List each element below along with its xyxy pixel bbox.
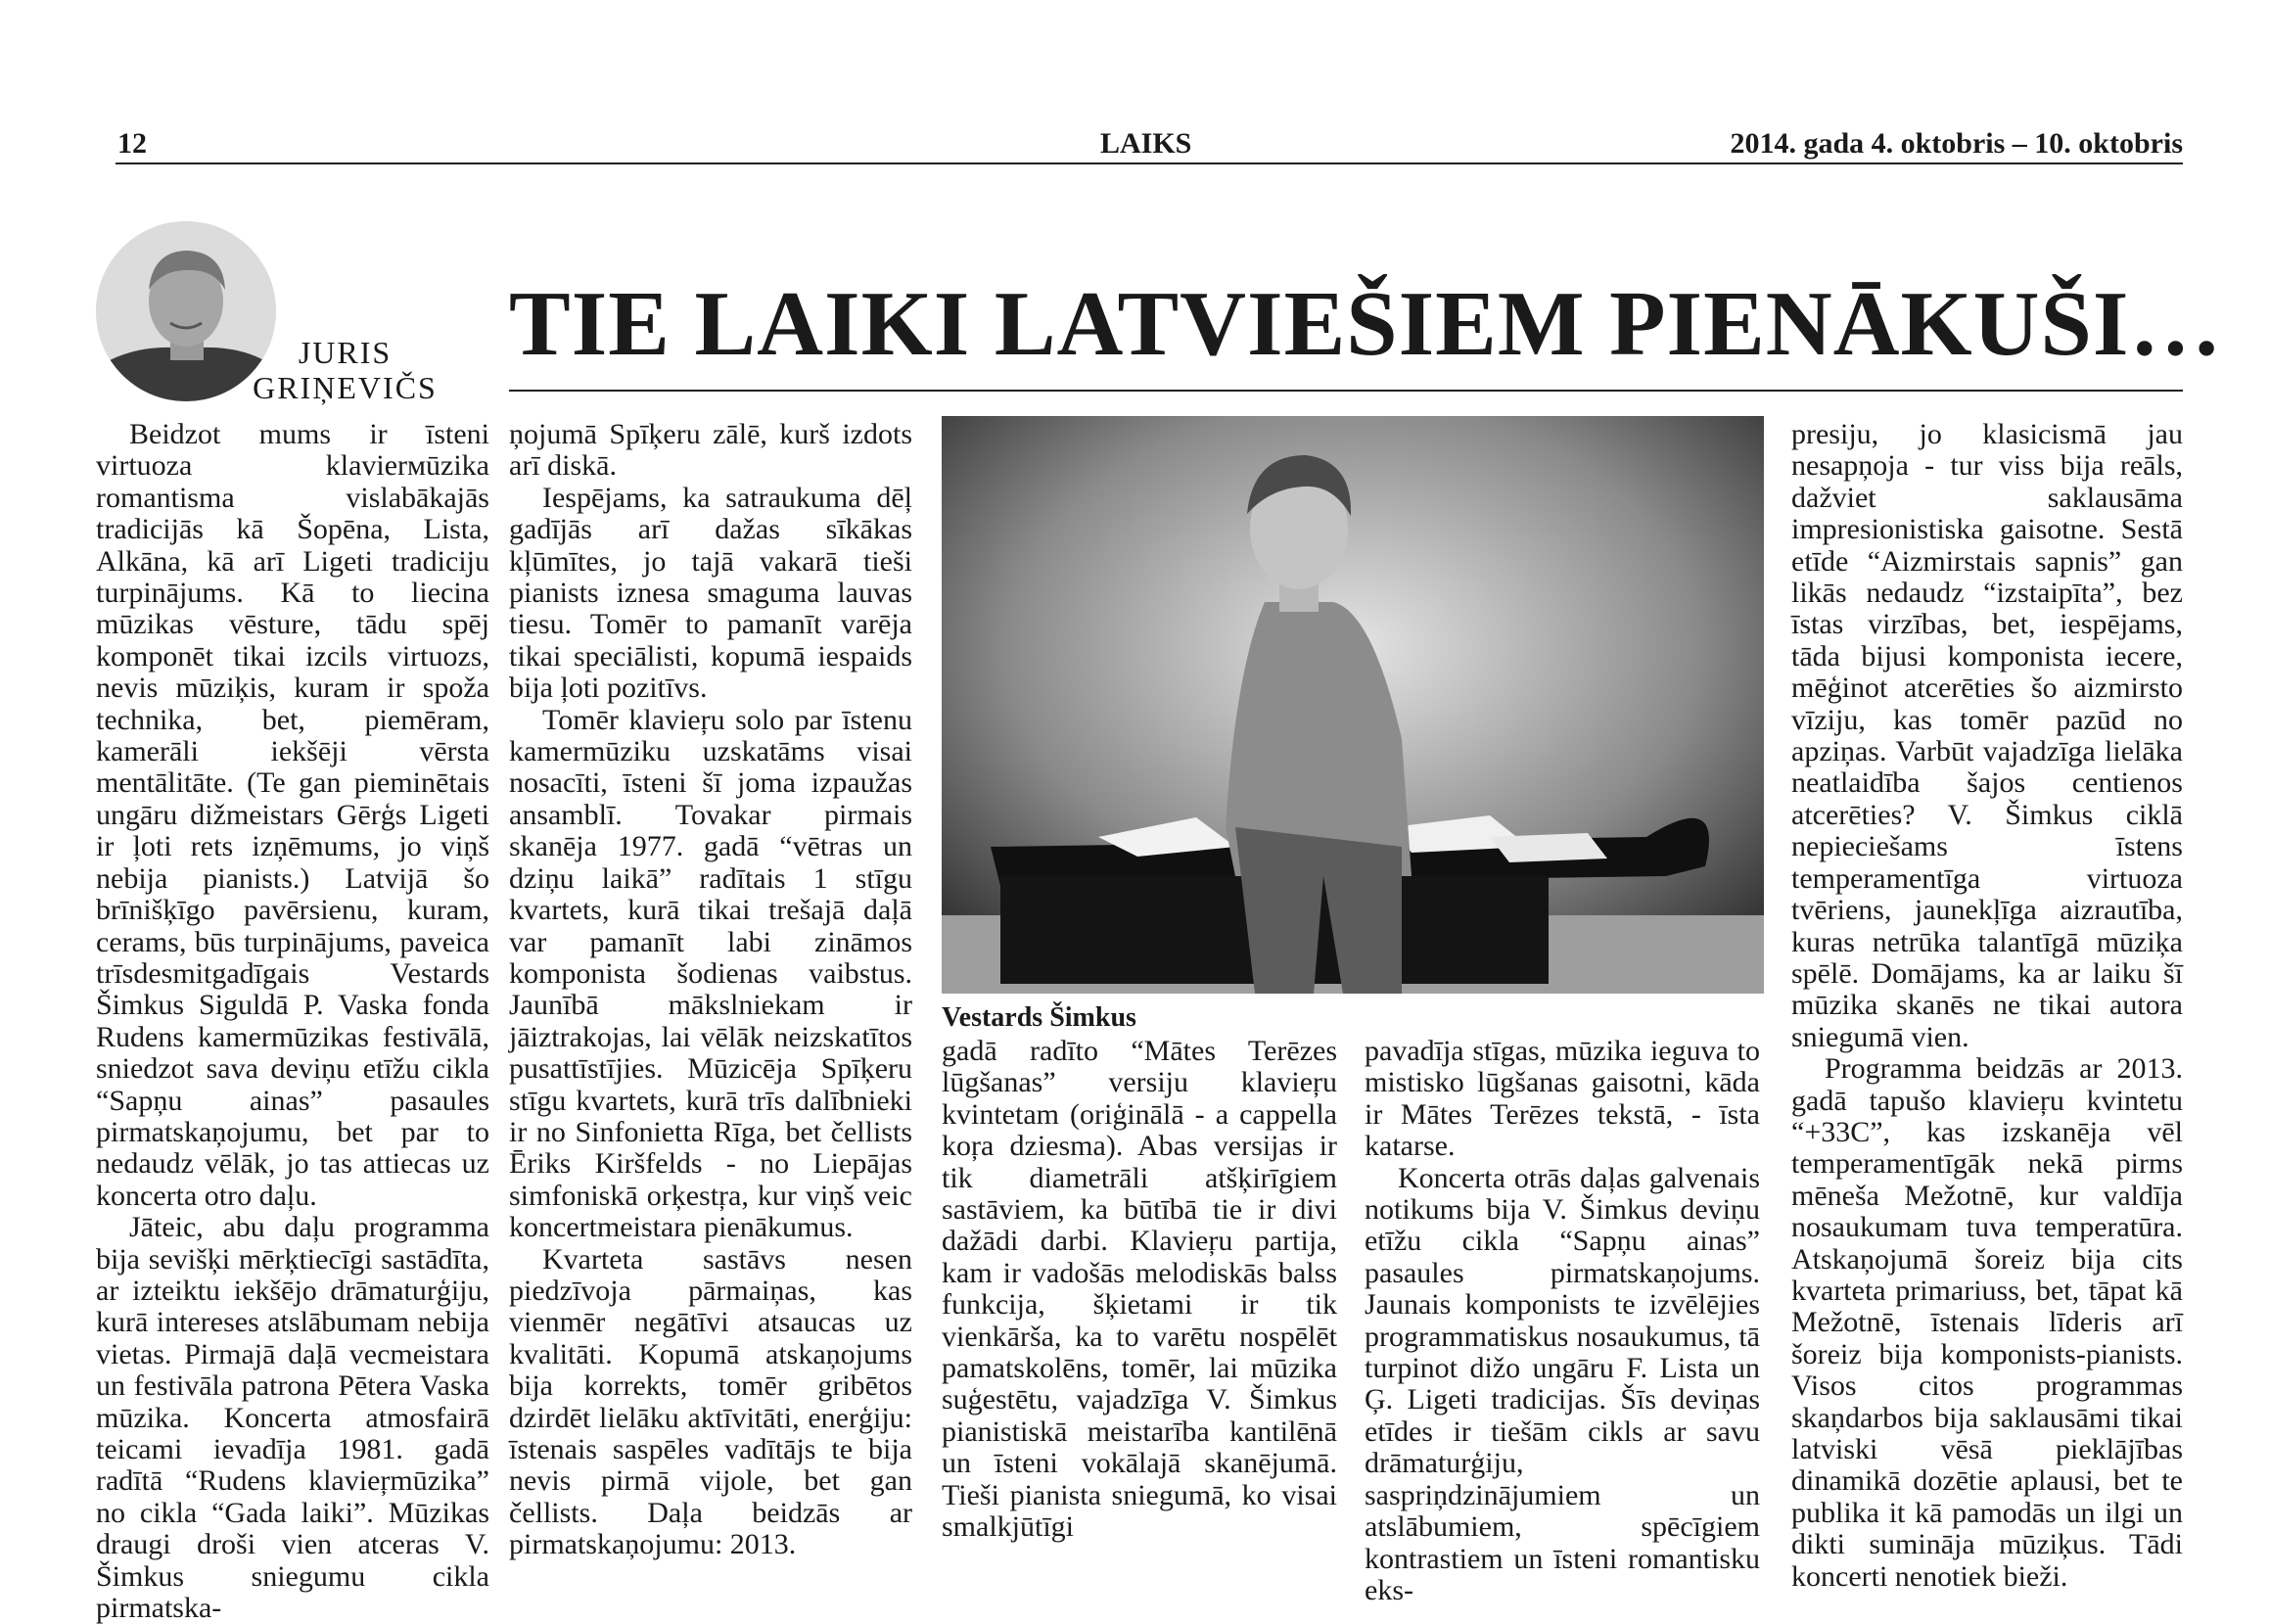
text-column-1 bbox=[96, 419, 489, 1624]
pianist-photo bbox=[942, 416, 1764, 994]
paragraph: Jāteic, abu daļu programma bija sevišķi mērķtiecīgi sastādīta, ar izteiktu iekšējo drāmaturģiju, kurā intereses atslābumam nebija vietas. Pirmajā daļā vecmeistara un festivāla patrona Pētera Vaska mūzika. Koncerta atmosfairā teicami ievadīja 1981. gadā radītā “Rudens klavieŗmūzika” no cikla “Gada laiki”. Mūzikas draugi droši vien atceras V. Šimkus sniegumu cikla pirmatska- bbox=[96, 1211, 489, 1624]
author-first-name: JURIS bbox=[298, 335, 393, 370]
header-rule bbox=[116, 162, 2183, 164]
author-last-name: GRIŅEVIČS bbox=[253, 370, 438, 405]
author-byline bbox=[245, 335, 445, 405]
paragraph: Iespējams, ka satraukuma dēļ gadījās arī dažas sīkākas kļūmītes, jo tajā vakarā tieši pianists iznesa smaguma lauvas tiesu. Tomēr to pamanīt varēja tikai speciālisti, kopumā iespaids bija ļoti pozitīvs. bbox=[509, 481, 912, 705]
paragraph: Tomēr klavieŗu solo par īstenu kamermūziku uzskatāms visai nosacīti, īsteni šī joma izpaužas ansamblī. Tovakar pirmais skanēja 1977. gadā “vētras un dziņu laikā” radītais 1 stīgu kvartets, kurā tikai trešajā daļā var pamanīt labi zināmos komponista šodienas vaibstus. Jaunībā mākslniekam ir jāiztrakojas, lai vēlāk neizskatītos pusattīstījies. Mūzicēja Spīķeru stīgu kvartets, kurā trīs dalībnieki ir no Sinfonietta Rīga, bet čellists Ēriks Kiršfelds - no Liepājas simfoniskā orķestŗa, kur viņš veic koncertmeistara pienākumus. bbox=[509, 703, 912, 1244]
paragraph: Beidzot mums ir īsteni virtuoza klavierмūzika romantisma vislabākajās tradicijās kā Šopēna, Lista, Alkāna, kā arī Ligeti tradiciju turpinājums. Kā to liecina mūzikas vēsture, tādu spēj komponēt tikai izcils virtuozs, nevis mūziķis, kuram ir spoža technika, bet, piemēram, kamerāli iekšēji vērsta mentālitāte. (Te gan pieminētais ungāru dižmeistars Gērģs Ligeti ir ļoti rets izņēmums, jo viņš nebija pianists.) Latvijā šo brīnišķīgo pavērsienu, kuram, cerams, būs turpinājums, paveica trīsdesmitgadīgais Vestards Šimkus Siguldā P. Vaska fonda Rudens kamermūzikas festivālā, sniedzot sava deviņu etīžu cikla “Sapņu ainas” pasaules pirmatskaņojumu, bet par to nedaudz vēlāk, jo tas attiecas uz koncerta otro daļu. bbox=[96, 418, 489, 1212]
publication-name: LAIKS bbox=[1100, 127, 1192, 160]
issue-date: 2014. gada 4. oktobris – 10. oktobris bbox=[1730, 127, 2183, 160]
text-column-5 bbox=[1791, 419, 2183, 1593]
article-headline: TIE LAIKI LATVIEŠIEM PIENĀKUŠI… bbox=[509, 273, 2223, 375]
paragraph: gadā radīto “Mātes Terēzes lūgšanas” versiju klavieŗu kvintetam (oriģinālā - a cappella koŗa dziesma). Abas versijas ir tik diametrāli atšķirīgiem sastāviem, ka būtībā tie ir divi dažādi darbi. Klavieŗu partija, kam ir vadošās melodiskās balss funkcija, šķietami ir tik vienkārša, ka to varētu nospēlēt pamatskolēns, tomēr, lai mūzika suģestētu, vajadzīga V. Šimkus pianistiskā meistarība kantilēnā un īsteni vokālajā skanējumā. Tieši pianista sniegumā, ko visai smalkjūtīgi bbox=[942, 1035, 1337, 1544]
text-column-4 bbox=[1365, 1036, 1760, 1606]
paragraph: pavadīja stīgas, mūzika ieguva to mistisko lūgšanas gaisotni, kāda ir Mātes Terēzes tekstā, - īsta katarse. bbox=[1365, 1035, 1760, 1163]
paragraph: Programma beidzās ar 2013. gadā tapušo klavieŗu kvintetu “+33C”, kas izskanēja vēl temperamentīgāk nekā pirms mēneša Mežotnē, kur valdīja nosaukumam tuva temperatūra. Atskaņojumā šoreiz bija cits kvarteta primariuss, bet, tāpat kā Mežotnē, īstenais līderis arī šoreiz bija komponists-pianists. Visos citos programmas skaņdarbos bija saklausāmi tikai latviski vēsā pieklājības dinamikā dozētie aplausi, bet te publika it kā pamodās un ilgi un dikti sumināja mūziķus. Tādi koncerti nenotiek bieži. bbox=[1791, 1052, 2183, 1593]
paragraph: ņojumā Spīķeru zālē, kurš izdots arī diskā. bbox=[509, 418, 912, 483]
paragraph: Koncerta otrās daļas galvenais notikums bija V. Šimkus deviņu etīžu cikla “Sapņu ainas” pasaules pirmatskaņojums. Jaunais komponists te izvēlējies programmatiskus nosaukumus, tā turpinot dižo ungāru F. Lista un Ģ. Ligeti tradicijas. Šīs deviņas etīdes ir tiešām cikls ar savu drāmaturģiju, saspriņdzinājumiem un atslābumiem, spēcīgiem kontrastiem un īsteni romantisku eks- bbox=[1365, 1161, 1760, 1606]
headline-rule bbox=[509, 390, 2183, 392]
text-column-2 bbox=[509, 419, 912, 1561]
paragraph: presiju, jo klasicismā jau nesapņoja - tur viss bija reāls, dažviet saklausāma impresionistiska gaisotne. Sestā etīde “Aizmirstais sapnis” gan likās nedaudz “izstaipīta”, bez īstas virzības, bet, iespējams, tāda bijusi komponista iecere, mēģinot atcerēties šo aizmirsto vīziju, kas tomēr pazūd no apziņas. Varbūt vajadzīga lielāka neatlaidība šajos centienos atcerēties? V. Šimkus ciklā nepieciešams īstens temperamentīga virtuoza tvēriens, jaunekļīga aizrautība, kuras netrūka talantīgā mūziķa spēlē. Domājams, ka ar laiku šī mūzika skanēs ne tikai autora sniegumā vien. bbox=[1791, 418, 2183, 1053]
text-column-3 bbox=[942, 1036, 1337, 1544]
photo-caption: Vestards Šimkus bbox=[942, 1002, 1136, 1033]
page-number: 12 bbox=[117, 127, 147, 160]
paragraph: Kvarteta sastāvs nesen piedzīvoja pārmaiņas, kas vienmēr negātīvi atsaucas uz kvalitāti. Kopumā atskaņojums bija korrekts, tomēr gribētos dzirdēt lielāku aktīvitāti, enerģiju: īstenais saspēles vadītājs te bija nevis pirmā vijole, bet gan čellists. Daļa beidzās ar pirmatskaņojumu: 2013. bbox=[509, 1242, 912, 1561]
